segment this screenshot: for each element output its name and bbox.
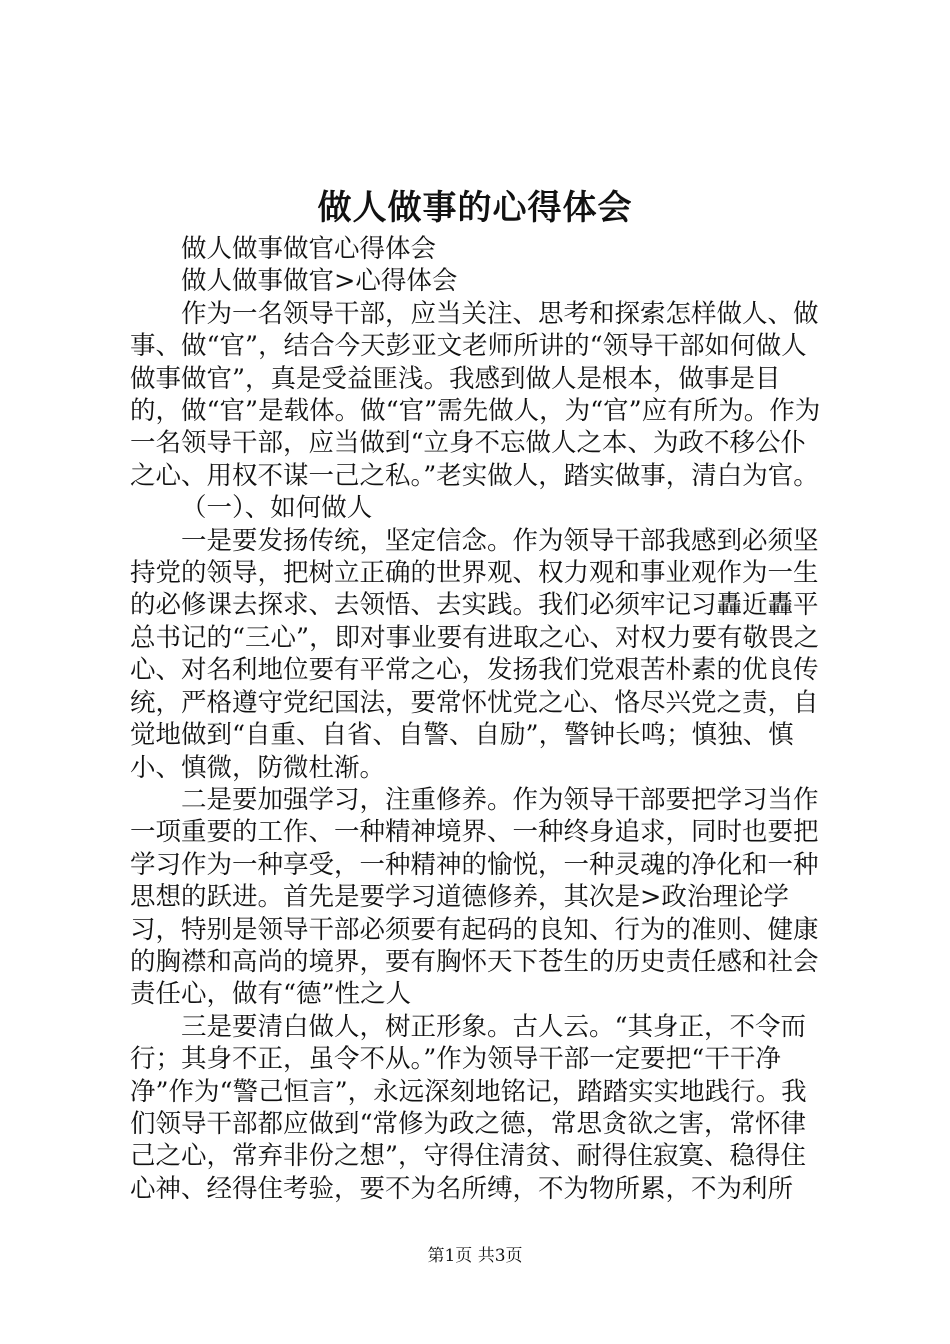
page-footer: 第1页 共3页 [427, 1246, 523, 1266]
paragraph: 作为一名领导干部，应当关注、思考和探索怎样做人、做事、做“官”，结合今天彭亚文老师所讲的“领导干部如何做人做事做官”，真是受益匪浅。我感到做人是根本，做事是目的，做“官”是载体。做“官”需先做人，为“官”应有所为。作为一名领导干部，应当做到“立身不忘做人之本、为政不移公仆之心、用权不谋一己之私。”老实做人，踏实做事，清白为官。 [130, 298, 821, 491]
document-body [130, 233, 830, 1205]
document-title: 做人做事的心得体会 [317, 188, 633, 228]
paragraph: 一是要发扬传统，坚定信念。作为领导干部我感到必须坚持党的领导，把树立正确的世界观、权力观和事业观作为一生的必修课去探求、去领悟、去实践。我们必须牢记习轟近轟平总书记的“三心”，即对事业要有进取之心、对权力要有敬畏之心、对名利地位要有平常之心，发扬我们党艰苦朴素的优良传统，严格遵守党纪国法，要常怀忧党之心、恪尽兴党之责，自觉地做到“自重、自省、自警、自励”，警钟长鸣；慎独、慎小、慎微，防微杜渐。 [130, 525, 820, 783]
paragraph: 做人做事做官>心得体会 [181, 266, 458, 297]
paragraph: 做人做事做官心得体会 [181, 234, 437, 264]
section-heading: （一）、如何做人 [181, 493, 373, 524]
paragraph: 三是要清白做人，树正形象。古人云。“其身正，不令而行；其身不正，虽令不从。”作为领导干部一定要把“干干净净”作为“警己恒言”，永远深刻地铭记，踏踏实实地践行。我们领导干部都应做到“常修为政之德，常思贪欲之害，常怀律己之心，常弃非份之想”，守得住清贫、耐得住寂寞、稳得住心神、经得住考验，要不为名所缚，不为物所累，不为利所 [130, 1011, 807, 1204]
paragraph: 二是要加强学习，注重修养。作为领导干部要把学习当作一项重要的工作、一种精神境界、一种终身追求，同时也要把学习作为一种享受，一种精神的愉悦，一种灵魂的净化和一种思想的跃进。首先是要学习道德修养，其次是>政治理论学习，特别是领导干部必须要有起码的良知、行为的准则、健康的胸襟和高尚的境界，要有胸怀天下苍生的历史责任感和社会责任心，做有“德”性之人 [130, 784, 819, 1010]
